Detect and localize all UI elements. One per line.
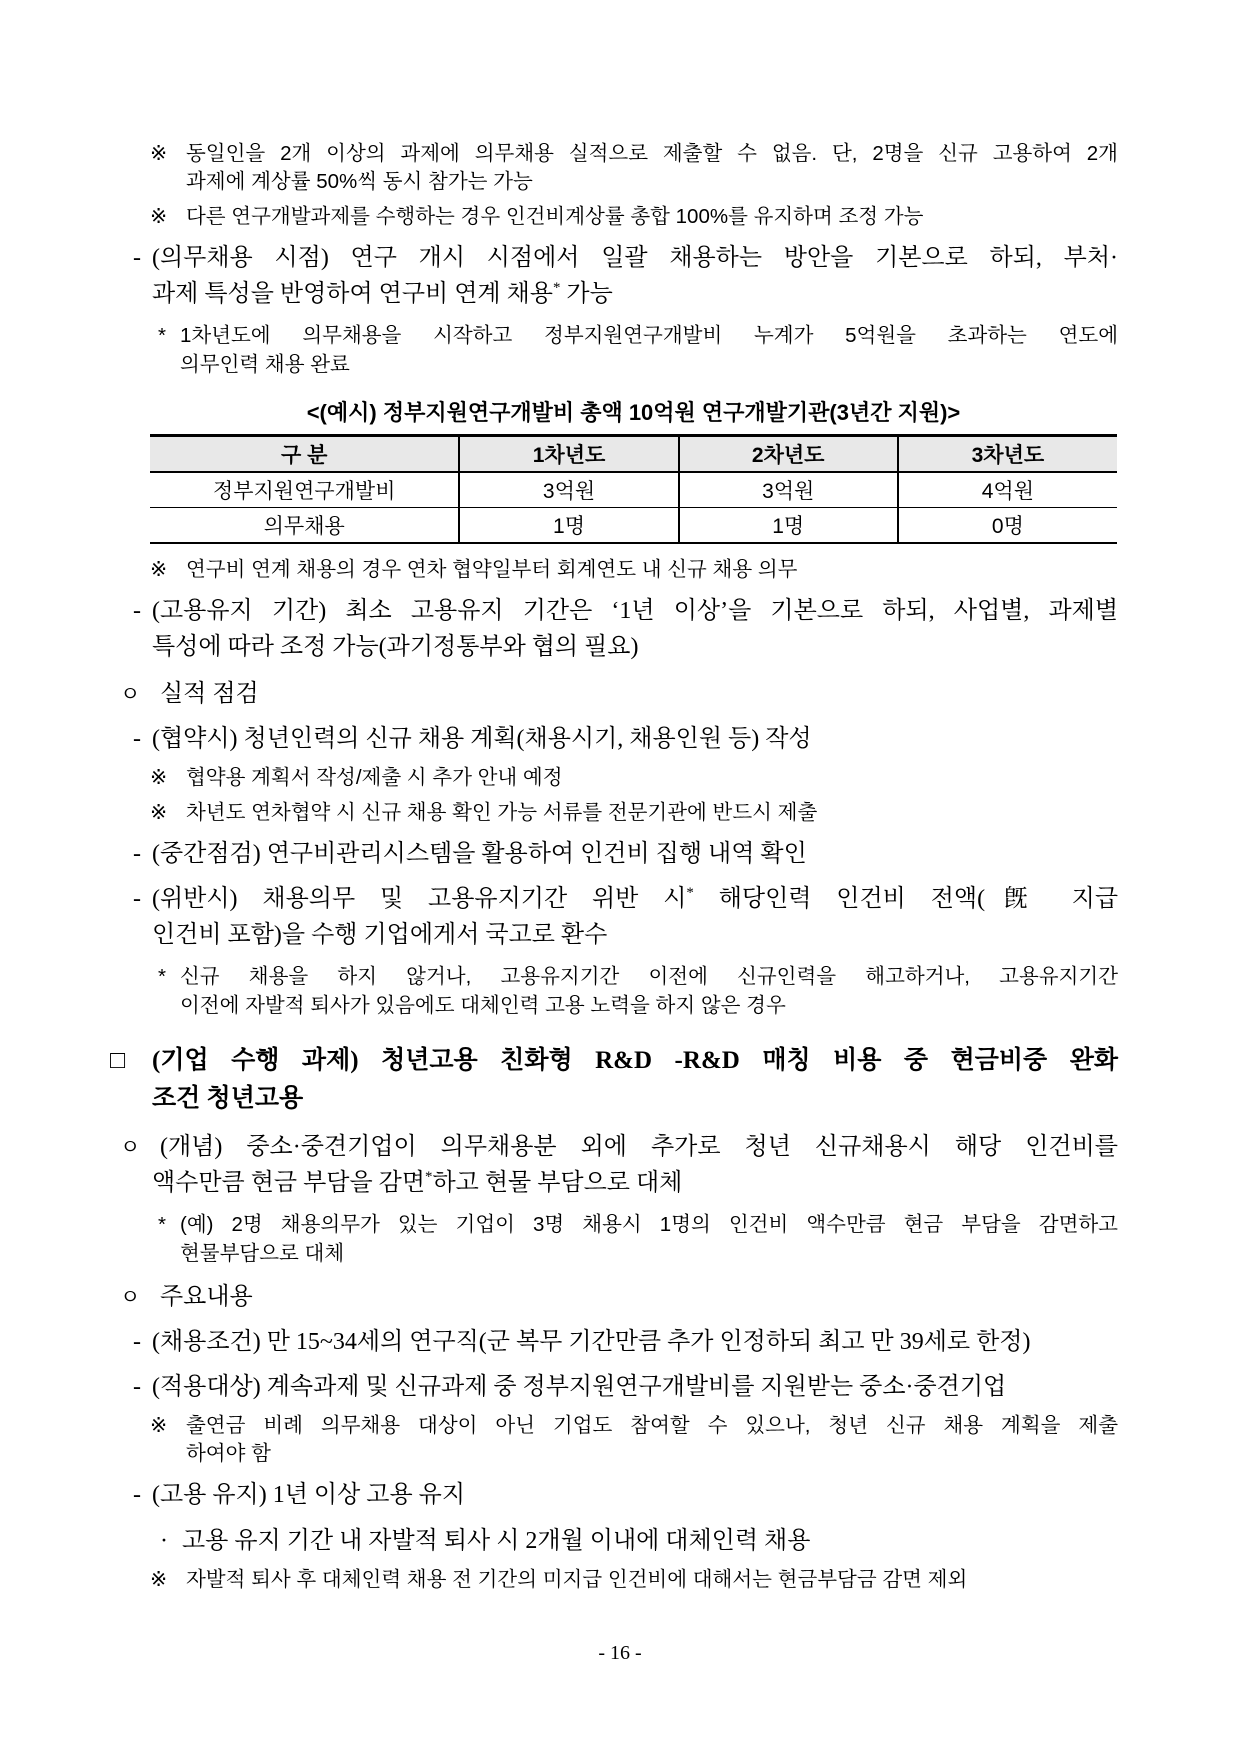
text-run: 의무인력 채용 완료: [180, 353, 350, 376]
table-header-row: [150, 436, 1117, 473]
dash-paragraph: [108, 881, 1118, 953]
table-title: <(예시) 정부지원연구개발비 총액 10억원 연구개발기관(3년간 지원)>: [306, 400, 961, 425]
asterisk-bullet: *: [158, 1213, 166, 1236]
text-line: [108, 721, 1118, 757]
text-line: [108, 676, 1118, 712]
text-run: 연구비 연계 채용의 경우 연차 협약일부터 회계연도 내 신규 채용 의무: [186, 558, 798, 581]
text-line: [108, 1523, 1118, 1559]
circle-bullet: ㅇ: [120, 682, 141, 706]
text-line: [108, 1440, 1118, 1468]
dash-paragraph: [108, 1369, 1118, 1405]
text-line: [108, 276, 1118, 312]
reference-mark-bullet: ※: [150, 205, 168, 228]
dash-bullet: -: [133, 841, 141, 867]
dash-bullet: -: [133, 1329, 141, 1355]
section-heading: [108, 1042, 1118, 1118]
table-cell: 1명: [459, 508, 678, 544]
text-line: [108, 168, 1118, 196]
dash-paragraph: [108, 1324, 1118, 1360]
text-run: (예) 2명 채용의무가 있는 기업이 3명 채용시 1명의 인건비 액수만큼 현금 부담을 감면하고: [180, 1213, 1118, 1236]
note-paragraph: [108, 1566, 1118, 1594]
text-run: 과제에 계상률 50%씩 동시 참가는 가능: [186, 170, 533, 193]
table-row: [150, 472, 1117, 508]
reference-mark-bullet: ※: [150, 1414, 168, 1437]
table-cell: 3억원: [679, 472, 898, 508]
text-run: 주요내용: [160, 1284, 253, 1310]
text-run: 출연금 비례 의무채용 대상이 아닌 기업도 참여할 수 있으나, 청년 신규 채용 계획을 제출: [186, 1414, 1118, 1437]
table-cell: 1명: [679, 508, 898, 544]
middle-dot-bullet: ·: [160, 1528, 168, 1554]
text-line: [108, 1165, 1118, 1201]
text-run: 하여야 함: [186, 1442, 271, 1465]
note-paragraph: [108, 203, 1118, 231]
text-run: (채용조건) 만 15~34세의 연구직(군 복무 기간만큼 추가 인정하되 최고 만 39세로 한정): [152, 1329, 1031, 1355]
text-run: 조건 청년고용: [152, 1085, 304, 1112]
square-bullet: □: [110, 1047, 126, 1074]
text-run: 인건비 포함)을 수행 기업에게서 국고로 환수: [152, 922, 608, 948]
dash-paragraph: [108, 593, 1118, 665]
dash-bullet: -: [133, 1374, 141, 1400]
note-paragraph: [108, 140, 1118, 196]
text-run: 과제 특성을 반영하여 연구비 연계 채용: [152, 281, 553, 307]
footnote-paragraph: [108, 962, 1118, 1020]
table-cell: 4억원: [898, 472, 1117, 508]
text-line: [108, 1279, 1118, 1315]
circle-paragraph: [108, 676, 1118, 712]
example-table: [150, 434, 1117, 544]
text-line: [108, 240, 1118, 276]
table-header-cell: 3차년도: [898, 436, 1117, 473]
document-content: [108, 140, 1118, 1594]
asterisk-bullet: *: [158, 324, 166, 347]
text-run: (고용 유지) 1년 이상 고용 유지: [152, 1482, 466, 1508]
text-run: 신규 채용을 하지 않거나, 고용유지기간 이전에 신규인력을 해고하거나, 고용유지기간: [180, 965, 1118, 988]
text-run: 다른 연구개발과제를 수행하는 경우 인건비계상률 총합 100%를 유지하며 조정 가능: [186, 205, 924, 228]
circle-paragraph: [108, 1129, 1118, 1201]
reference-mark-bullet: ※: [150, 1568, 168, 1591]
table-header-cell: 2차년도: [679, 436, 898, 473]
table-cell: 0명: [898, 508, 1117, 544]
text-run: 협약용 계획서 작성/제출 시 추가 안내 예정: [186, 766, 563, 789]
text-run: (협약시) 청년인력의 신규 채용 계획(채용시기, 채용인원 등) 작성: [152, 726, 812, 752]
dash-bullet: -: [133, 886, 141, 912]
note-paragraph: [108, 799, 1118, 827]
text-line: [108, 1239, 1118, 1268]
text-run: 동일인을 2개 이상의 과제에 의무채용 실적으로 제출할 수 없음. 단, 2명을 신규 고용하여 2개: [186, 142, 1118, 165]
text-run: (기업 수행 과제) 청년고용 친화형 R&D -R&D 매칭 비용 중 현금비중 완화: [152, 1047, 1118, 1074]
note-paragraph: [108, 764, 1118, 792]
text-line: [108, 321, 1118, 350]
reference-mark-bullet: ※: [150, 558, 168, 581]
reference-mark-bullet: ※: [150, 142, 168, 165]
dot-paragraph: [108, 1523, 1118, 1559]
example-table-wrapper: [108, 434, 1118, 544]
text-line: [108, 1210, 1118, 1239]
text-run: 자발적 퇴사 후 대체인력 채용 전 기간의 미지급 인건비에 대해서는 현금부담금 감면 제외: [186, 1568, 968, 1591]
text-run: 특성에 따라 조정 가능(과기정통부와 협의 필요): [152, 634, 639, 660]
footnote-paragraph: [108, 321, 1118, 379]
note-paragraph: [108, 1412, 1118, 1468]
table-header-cell: 구 분: [150, 436, 459, 473]
superscript-asterisk: *: [686, 885, 694, 901]
text-line: [108, 1129, 1118, 1165]
text-line: [108, 1369, 1118, 1405]
reference-mark-bullet: ※: [150, 766, 168, 789]
text-line: [108, 593, 1118, 629]
dash-bullet: -: [133, 598, 141, 624]
text-line: [108, 1412, 1118, 1440]
page-number: - 16 -: [598, 1642, 642, 1664]
text-line: [108, 350, 1118, 379]
text-line: [108, 140, 1118, 168]
table-row: [150, 508, 1117, 544]
dash-paragraph: [108, 721, 1118, 757]
dash-paragraph: [108, 240, 1118, 312]
dash-paragraph: [108, 1477, 1118, 1513]
text-run: 실적 점검: [160, 681, 259, 707]
text-run: 이전에 자발적 퇴사가 있음에도 대체인력 고용 노력을 하지 않은 경우: [180, 994, 786, 1017]
superscript-asterisk: *: [425, 1169, 433, 1185]
circle-paragraph: [108, 1279, 1118, 1315]
superscript-asterisk: *: [552, 280, 561, 296]
text-line: [108, 962, 1118, 991]
text-line: [108, 764, 1118, 792]
circle-bullet: ㅇ: [120, 1285, 141, 1309]
table-cell: 3억원: [459, 472, 678, 508]
text-line: [108, 917, 1118, 953]
text-line: [108, 799, 1118, 827]
text-line: [108, 1477, 1118, 1513]
text-line: [108, 203, 1118, 231]
text-line: [108, 1324, 1118, 1360]
table-cell: 정부지원연구개발비: [150, 472, 459, 508]
text-run: 현물부담으로 대체: [180, 1242, 345, 1265]
text-run: (적용대상) 계속과제 및 신규과제 중 정부지원연구개발비를 지원받는 중소·중견기업: [152, 1374, 1007, 1400]
text-run: 하고 현물 부담으로 대체: [432, 1170, 683, 1196]
text-run: 차년도 연차협약 시 신규 채용 확인 가능 서류를 전문기관에 반드시 제출: [186, 801, 818, 824]
text-line: [108, 556, 1118, 584]
reference-mark-bullet: ※: [150, 801, 168, 824]
text-line: [108, 629, 1118, 665]
text-run: 1차년도에 의무채용을 시작하고 정부지원연구개발비 누계가 5억원을 초과하는 연도에: [180, 324, 1118, 347]
text-line: [108, 836, 1118, 872]
text-line: [108, 1080, 1118, 1118]
text-run: 고용 유지 기간 내 자발적 퇴사 시 2개월 이내에 대체인력 채용: [182, 1528, 811, 1554]
dash-bullet: -: [133, 1482, 141, 1508]
text-line: [108, 1566, 1118, 1594]
text-run: (고용유지 기간) 최소 고용유지 기간은 ‘1년 이상’을 기본으로 하되, 사업별, 과제별: [152, 598, 1118, 624]
footnote-paragraph: [108, 1210, 1118, 1268]
text-run: (중간점검) 연구비관리시스템을 활용하여 인건비 집행 내역 확인: [152, 841, 807, 867]
text-line: [108, 1042, 1118, 1080]
note-paragraph: [108, 556, 1118, 584]
dash-bullet: -: [133, 245, 141, 271]
text-run: (개념) 중소·중견기업이 의무채용분 외에 추가로 청년 신규채용시 해당 인건비를: [160, 1134, 1118, 1160]
asterisk-bullet: *: [158, 965, 166, 988]
text-run: 액수만큼 현금 부담을 감면: [152, 1170, 426, 1196]
dash-paragraph: [108, 836, 1118, 872]
text-line: [108, 881, 1118, 917]
text-run: 해당인력 인건비 전액(旣 지급: [693, 886, 1118, 912]
table-cell: 의무채용: [150, 508, 459, 544]
text-line: [108, 991, 1118, 1020]
text-run: 가능: [560, 281, 613, 307]
text-run: (의무채용 시점) 연구 개시 시점에서 일괄 채용하는 방안을 기본으로 하되, 부처·: [152, 245, 1118, 271]
text-run: (위반시) 채용의무 및 고용유지기간 위반 시: [152, 886, 687, 912]
table-header-cell: 1차년도: [459, 436, 678, 473]
dash-bullet: -: [133, 726, 141, 752]
circle-bullet: ㅇ: [120, 1135, 141, 1159]
